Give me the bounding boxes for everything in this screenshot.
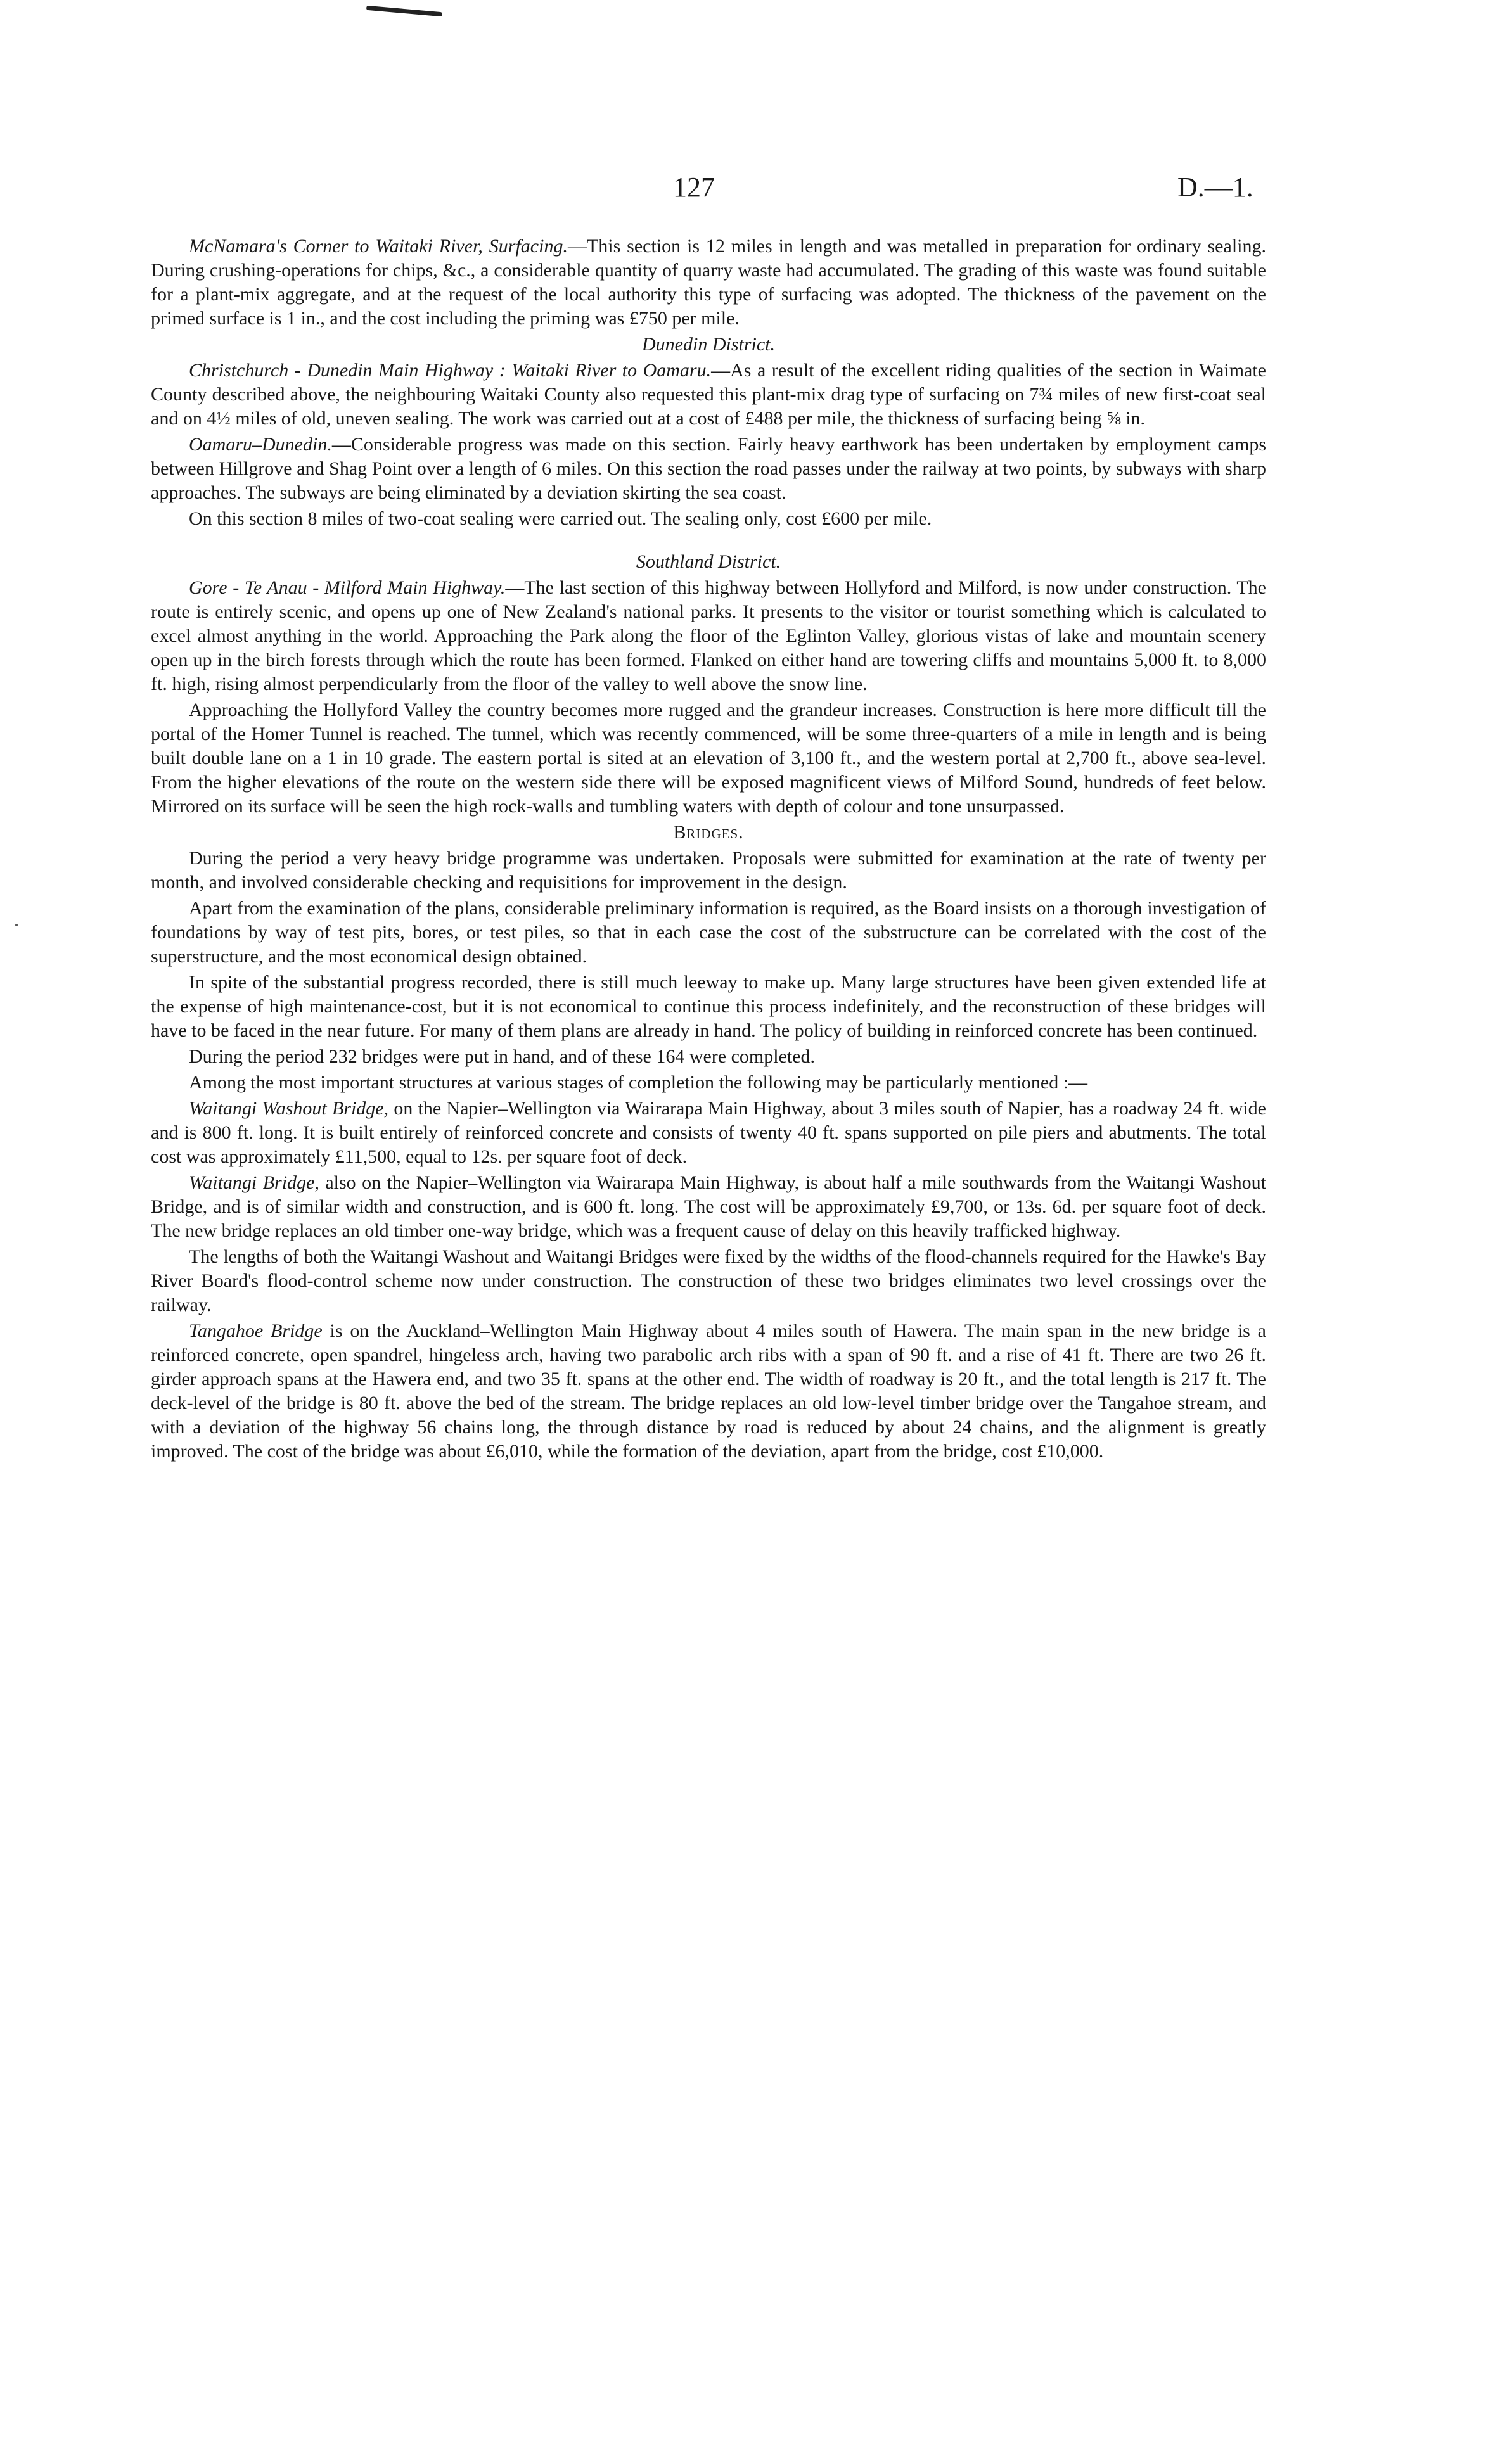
paragraph-waitangi-lengths: The lengths of both the Waitangi Washout and Waitangi Bridges were fixed by the widths of the flood-channels required for the Hawke's Bay River Board's flood-control scheme now under construction. The construction of these two bridges eliminates two level crossings over the railway.	[151, 1246, 1266, 1315]
paragraph-bridges-2: Apart from the examination of the plans, considerable preliminary information is required, as the Board insists on a thorough investigation of foundations by way of test pits, bores, or test piles, so that in each case the cost of the substructure can be correlated with the cost of the superstructure, and the most economical design obtained.	[151, 898, 1266, 967]
paragraph-tangahoe	[151, 1319, 1266, 1464]
paragraph-waitaki-oamaru	[151, 359, 1266, 431]
paragraph-lead: Oamaru–Dunedin.	[189, 434, 332, 455]
section-heading-dunedin: Dunedin District.	[642, 334, 775, 355]
page-body	[151, 234, 1266, 1464]
paragraph-waitangi-washout	[151, 1097, 1266, 1169]
paragraph-lead: Christchurch - Dunedin Main Highway : Waitaki River to Oamaru.	[189, 360, 712, 381]
document-code: D.—1.	[1177, 172, 1253, 203]
page-header	[0, 171, 1493, 215]
paragraph-oamaru-dunedin	[151, 433, 1266, 505]
paragraph-bridges-5: Among the most important structures at various stages of completion the following may be particularly mentioned :—	[189, 1072, 1088, 1093]
paragraph-mcnamara	[151, 234, 1266, 331]
paragraph-text: —As a result of the excellent riding qualities of the section in Waimate County described above, the neighbouring Waitaki County also requested this plant-mix drag type of surfacing on 7¾ miles of new first-coat seal and on 4½ miles of old, uneven sealing. The work was carried out at a cost of £488 per mile, the thickness of surfacing being ⅝ in.	[151, 360, 1266, 429]
page-number: 127	[673, 172, 715, 203]
paragraph-text: —Considerable progress was made on this section. Fairly heavy earthwork has been undertaken by employment camps between Hillgrove and Shag Point over a length of 6 miles. On this section the road passes under the railway at two points, by subways with sharp approaches. The subways are being eliminated by a deviation skirting the sea coast.	[151, 434, 1266, 503]
paragraph-text: also on the Napier–Wellington via Wairarapa Main Highway, is about half a mile southwards from the Waitangi Washout Bridge, and is of similar width and construction, and is 600 ft. long. The cost will be approximately £9,700, or 13s. 6d. per square foot of deck. The new bridge replaces an old timber one-way bridge, which was a frequent cause of delay on this heavily trafficked highway.	[151, 1172, 1266, 1241]
scan-artifact-mark	[366, 6, 442, 16]
paragraph-bridges-1: During the period a very heavy bridge programme was undertaken. Proposals were submitted for examination at the rate of twenty per month, and involved considerable checking and requisitions for improvement in the design.	[151, 848, 1266, 893]
paragraph-bridges-3: In spite of the substantial progress recorded, there is still much leeway to make up. Many large structures have been given extended life at the expense of high maintenance-cost, but it is not economical to continue this process indefinitely, and the reconstruction of these bridges will have to be faced in the near future. For many of them plans are already in hand. The policy of building in reinforced concrete has been continued.	[151, 972, 1266, 1041]
paragraph-oamaru-sealing: On this section 8 miles of two-coat sealing were carried out. The sealing only, cost £600 per mile.	[189, 508, 932, 529]
paragraph-text: —This section is 12 miles in length and was metalled in preparation for ordinary sealing. During crushing-operations for chips, &c., a considerable quantity of quarry waste had accumulated. The grading of this waste was found suitable for a plant-mix aggregate, and at the request of the local authority this type of surfacing was adopted. The thickness of the pavement on the primed surface is 1 in., and the cost including the priming was £750 per mile.	[151, 236, 1266, 329]
paragraph-lead: Waitangi Bridge,	[189, 1172, 319, 1193]
paragraph-hollyford: Approaching the Hollyford Valley the country becomes more rugged and the grandeur increases. Construction is here more difficult till the portal of the Homer Tunnel is reached. The tunnel, which was recently commenced, will be some three-quarters of a mile in length and is being built double lane on a 1 in 10 grade. The eastern portal is sited at an elevation of 3,100 ft., and the western portal at 2,700 ft., above sea-level. From the higher elevations of the route on the western side there will be exposed magnificent views of Milford Sound, hundreds of feet below. Mirrored on its surface will be seen the high rock-walls and tumbling waters with depth of colour and tone unsurpassed.	[151, 699, 1266, 817]
paragraph-lead: Waitangi Washout Bridge,	[189, 1098, 389, 1119]
paragraph-text: —The last section of this highway between Hollyford and Milford, is now under construction. The route is entirely scenic, and opens up one of New Zealand's national parks. It presents to the visitor or tourist something which is calculated to excel almost anything in the world. Approaching the Park along the floor of the Eglinton Valley, glorious vistas of lake and mountain scenery open up in the birch forests through which the route has been formed. Flanked on either hand are towering cliffs and mountains 5,000 ft. to 8,000 ft. high, rising almost perpendicularly from the floor of the valley to well above the snow line.	[151, 577, 1266, 694]
paragraph-bridges-4: During the period 232 bridges were put in hand, and of these 164 were completed.	[189, 1046, 816, 1067]
paragraph-lead: Tangahoe Bridge	[189, 1320, 323, 1341]
paragraph-lead: McNamara's Corner to Waitaki River, Surfacing.	[189, 236, 568, 257]
paragraph-gore-milford	[151, 576, 1266, 696]
paragraph-text: on the Napier–Wellington via Wairarapa Main Highway, about 3 miles south of Napier, has a roadway 24 ft. wide and is 800 ft. long. It is built entirely of reinforced concrete and consists of twenty 40 ft. spans supported on pile piers and abutments. The total cost was approximately £11,500, equal to 12s. per square foot of deck.	[151, 1098, 1266, 1167]
section-heading-southland: Southland District.	[636, 551, 781, 572]
paragraph-text: is on the Auckland–Wellington Main Highway about 4 miles south of Hawera. The main span in the new bridge is a reinforced concrete, open spandrel, hingeless arch, having two parabolic arch ribs with a span of 90 ft. and a rise of 41 ft. There are two 26 ft. girder approach spans at the Hawera end, and two 35 ft. spans at the other end. The width of roadway is 20 ft., and the total length is 217 ft. The deck-level of the bridge is 80 ft. above the bed of the stream. The bridge replaces an old low-level timber bridge over the Tangahoe stream, and with a deviation of the highway 56 chains long, the through distance by road is reduced by about 24 chains, and the alignment is greatly improved. The cost of the bridge was about £6,010, while the formation of the deviation, apart from the bridge, cost £10,000.	[151, 1320, 1266, 1462]
paragraph-lead: Gore - Te Anau - Milford Main Highway.	[189, 577, 506, 598]
section-heading-bridges: Bridges.	[673, 822, 744, 843]
paragraph-waitangi-bridge	[151, 1171, 1266, 1243]
scan-artifact-dot	[15, 924, 18, 926]
